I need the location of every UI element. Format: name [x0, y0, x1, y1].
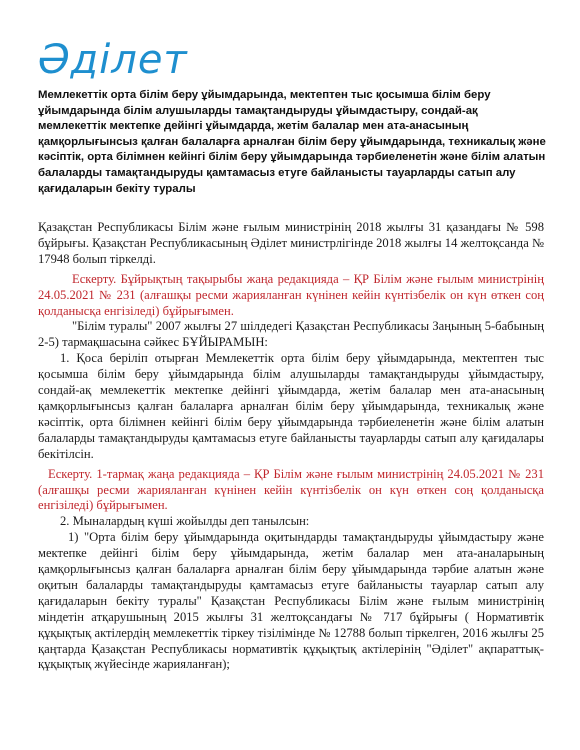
note-paragraph-item-1: Ескерту. 1-тармақ жаңа редакцияда – ҚР Білім және ғылым министрінің 24.05.2021 № 231 (алғашқы ресми жарияланған күнінен кейін күнтізбелік он күн өткен соң қолданысқа енгізіледі) бұйрығымен.	[38, 466, 544, 513]
adilet-logo[interactable]	[38, 30, 188, 83]
item-1-paragraph: 1. Қоса беріліп отырған Мемлекеттік орта білім беру ұйымдарында, мектептен тыс қосымша білім беру ұйымдарында білім алушыларды тамақтандыруды ұйымдастыру, сондай-ақ мемлекеттік мектепке дейінгі ұйымдарда, жетім балалар мен ата-анасының қамқорлығынсыз қалған балаларға арналған білім беру ұйымдарында, техникалық және кәсіптік, орта білімнен кейінгі білім беру ұйымдарында тәрбиеленетін және білім алатын балаларды тамақтандыруды қамтамасыз етуге байланысты тауарларды сатып алу қағидалары бекітілсін.	[38, 351, 544, 461]
note-paragraph-title-edit: Ескерту. Бұйрықтың тақырыбы жаңа редакцияда – ҚР Білім және ғылым министрінің 24.05.2021 № 231 (алғашқы ресми жарияланған күнінен кейін күнтізбелік он күн өткен соң қолданысқа енгізіледі) бұйрығымен.	[38, 271, 544, 318]
registration-paragraph: Қазақстан Республикасы Білім және ғылым министрінің 2018 жылғы 31 қазандағы № 598 бұйрығы. Қазақстан Республикасының Әділет министрлігінде 2018 жылғы 14 желтоқсанда № 17948 болып тіркелді.	[38, 220, 544, 266]
item-2-paragraph: 2. Мыналардың күші жойылды деп танылсын:	[60, 514, 310, 529]
document-body	[38, 220, 544, 673]
item-2-1-paragraph: 1) "Орта білім беру ұйымдарында оқитындарды тамақтандыруды ұйымдастыру және мектепке дейінгі білім беру ұйымдарында, жетім балалар мен ата-аналарының қамқорлығынсыз қалған балаларға арналған білім беру ұйымдарында тәрбие алатын және оқитын балаларды тамақтандыруды қамтамасыз етуге байланысты тауарлар сатып алу қағидаларын бекіту туралы" Қазақстан Республикасы Білім және ғылым министрінің міндетін атқарушының 2015 жылғы 31 желтоқсандағы № 717 бұйрығы ( Нормативтік құқықтық актілердің мемлекеттік тіркеу тізілімінде № 12788 болып тіркелген, 2016 жылғы 25 қаңтарда Қазақстан Республикасы нормативтік құқықтық актілерінің "Әділет" ақпараттық-құқықтық жүйесінде жарияланған);	[38, 530, 544, 672]
logo-text: Әділет	[38, 37, 188, 83]
order-intro-paragraph: "Білім туралы" 2007 жылғы 27 шілдедегі Қазақстан Республикасы Заңының 5-бабының 2-5) тармақшасына сәйкес БҰЙЫРАМЫН:	[38, 319, 544, 350]
document-title: Мемлекеттік орта білім беру ұйымдарында, мектептен тыс қосымша білім беру ұйымдарында білім алушыларды тамақтандыруды ұйымдастыру, сондай-ақ мемлекеттік мектепке дейінгі ұйымдарда, жетім балалар мен ата-анасының қамқорлығынсыз қалған балаларға арналған білім беру ұйымдарында, техникалық және кәсіптік, орта білімнен кейінгі білім беру ұйымдарында тәрбиеленетін және білім алатын балаларды тамақтандыруды қамтамасыз етуге байланысты тауарларды сатып алу қағидаларын бекіту туралы	[38, 89, 546, 195]
